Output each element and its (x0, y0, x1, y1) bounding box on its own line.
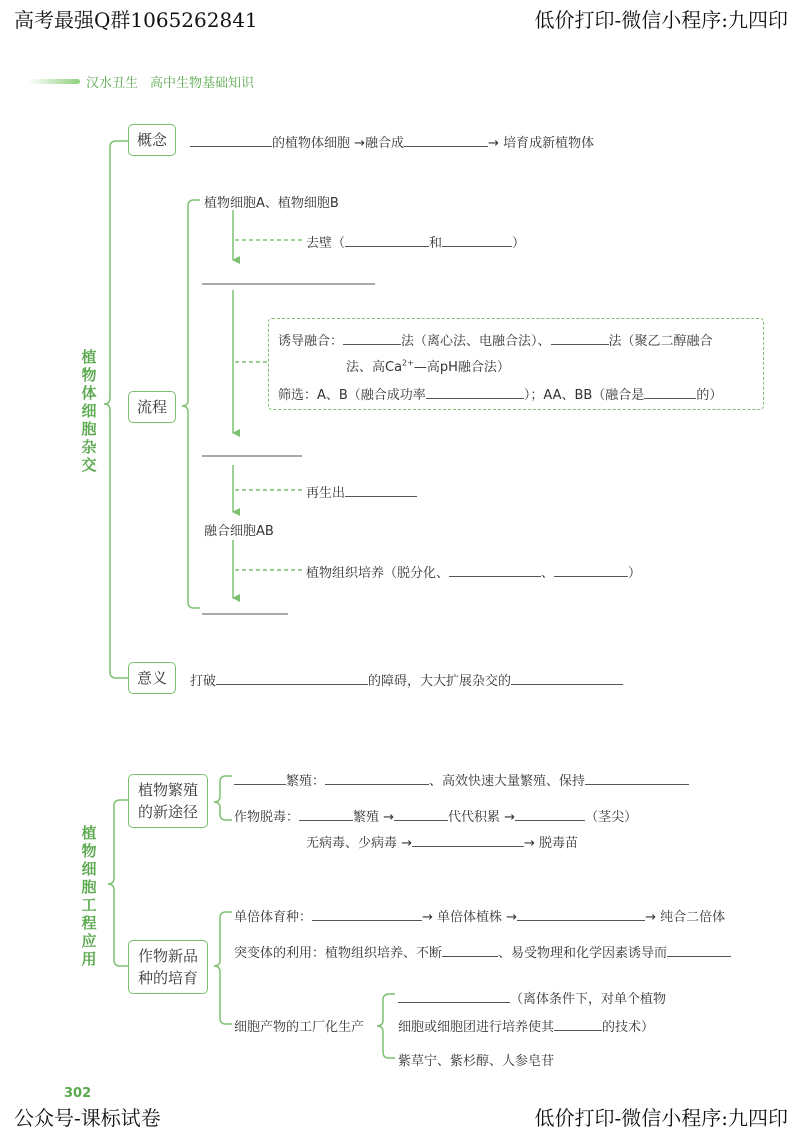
propagation-row1 (234, 770, 689, 789)
blank[interactable] (345, 482, 417, 497)
product-c: 的技术） (602, 1020, 655, 1035)
concept-text3: → 培育成新植物体 (488, 136, 595, 151)
page-number: 302 (64, 1086, 92, 1101)
footer-left-text: 公众号-课标试卷 (14, 1106, 161, 1130)
culture-row (306, 562, 641, 581)
blank[interactable] (398, 988, 510, 1003)
blank[interactable] (312, 906, 422, 921)
culture-sep: 、 (541, 566, 555, 581)
blank[interactable] (325, 770, 429, 785)
footer-right-text: 低价打印-微信小程序:九四印 (534, 1106, 788, 1130)
culture-close: ） (628, 566, 642, 581)
blank[interactable] (442, 232, 512, 247)
row2b-text: 繁殖 → (353, 810, 395, 825)
induce-label: 诱导融合： (278, 334, 344, 349)
haploid-a: 单倍体育种： (234, 910, 313, 925)
method2-text: 法（聚乙二醇融合 (608, 334, 713, 349)
subtitle-topic: 高中生物基础知识 (150, 76, 255, 91)
regen-text: 再生出 (306, 486, 346, 501)
haploid-b: → 单倍体植株 → (422, 910, 518, 925)
header-left-text: 高考最强Q群1065262841 (14, 8, 258, 32)
concept-text1: 的植物体细胞 → (272, 136, 366, 151)
concept-box: 概念 (128, 124, 176, 156)
haploid-c: → 纯合二倍体 (645, 910, 726, 925)
mutant-b: 、易受物理和化学因素诱导而 (498, 946, 668, 961)
process-box: 流程 (128, 391, 176, 423)
cells-ab: 植物细胞A、植物细胞B (204, 196, 339, 211)
blank[interactable] (554, 562, 628, 577)
and-text: 和 (429, 236, 443, 251)
breeding-box: 作物新品种的培育 (128, 940, 208, 994)
blank[interactable] (216, 670, 368, 685)
propagation-box: 植物繁殖的新途径 (128, 774, 208, 828)
blank[interactable] (551, 330, 609, 345)
row2a-text: 作物脱毒： (234, 810, 300, 825)
blank[interactable] (442, 942, 498, 957)
row3b-text: → 脱毒苗 (524, 836, 579, 851)
screen-text3: 的） (696, 388, 723, 403)
close-paren: ） (512, 236, 526, 251)
haploid-row (234, 906, 725, 925)
product-row2 (398, 1016, 654, 1035)
row2c-text: 代代积累 → (448, 810, 516, 825)
row1a-text: 繁殖： (286, 774, 326, 789)
blank[interactable] (345, 232, 429, 247)
product-row1 (398, 988, 666, 1007)
blank[interactable] (299, 806, 353, 821)
concept-text2: 融合成 (365, 136, 405, 151)
propagation-row2 (234, 806, 637, 825)
product-b: 细胞或细胞团进行培养使其 (398, 1020, 555, 1035)
method4-text: —高pH融合法） (413, 360, 510, 375)
row1b-text: 、高效快速大量繁殖、保持 (429, 774, 586, 789)
blank[interactable] (412, 832, 524, 847)
screen-row (278, 384, 722, 403)
blank[interactable] (667, 942, 731, 957)
meaning-row (190, 670, 623, 689)
product-label: 细胞产物的工厂化生产 (234, 1020, 365, 1035)
screen-label: 筛选：A、B（融合成功率 (278, 388, 426, 403)
mutant-a: 突变体的利用：植物组织培养、不断 (234, 946, 443, 961)
blank[interactable] (554, 1016, 602, 1031)
blank[interactable] (394, 806, 448, 821)
section2-title: 植物细胞工程应用 (81, 824, 97, 968)
blank[interactable] (404, 132, 488, 147)
subtitle-brand: 汉水丑生 (86, 76, 139, 91)
row2d-text: （茎尖） (585, 810, 638, 825)
blank[interactable] (511, 670, 623, 685)
blank[interactable] (515, 806, 585, 821)
remove-wall-text: 去壁（ (306, 236, 346, 251)
blank[interactable] (517, 906, 645, 921)
header-right-text: 低价打印-微信小程序:九四印 (534, 8, 788, 32)
regen-row (306, 482, 417, 501)
blank[interactable] (644, 384, 696, 399)
method1-text: 法（离心法、电融合法）、 (401, 334, 551, 349)
propagation-row3 (306, 832, 578, 851)
concept-row (190, 132, 594, 151)
induce-row1 (278, 330, 713, 349)
remove-wall-row (306, 232, 525, 251)
product-a: （离体条件下，对单个植物 (510, 992, 667, 1007)
blank[interactable] (234, 770, 286, 785)
induce-row2 (346, 356, 510, 375)
screen-text2: ）；AA、BB（融合是 (523, 388, 645, 403)
blank[interactable] (190, 132, 272, 147)
method3-text: 法、高Ca (346, 360, 403, 375)
section1-title: 植物体细胞杂交 (81, 348, 97, 474)
culture-text: 植物组织培养（脱分化、 (306, 566, 450, 581)
blank[interactable] (343, 330, 401, 345)
fused-cell: 融合细胞AB (204, 524, 274, 539)
blank[interactable] (426, 384, 524, 399)
ca-superscript: 2+ (402, 358, 414, 368)
product-row3: 紫草宁、紫杉醇、人参皂苷 (398, 1054, 555, 1069)
blank[interactable] (585, 770, 689, 785)
row3a-text: 无病毒、少病毒 → (306, 836, 413, 851)
meaning-text1: 打破 (190, 674, 217, 689)
blank[interactable] (449, 562, 541, 577)
meaning-box: 意义 (128, 662, 176, 694)
meaning-text2: 的障碍，大大扩展杂交的 (368, 674, 512, 689)
mutant-row (234, 942, 731, 961)
